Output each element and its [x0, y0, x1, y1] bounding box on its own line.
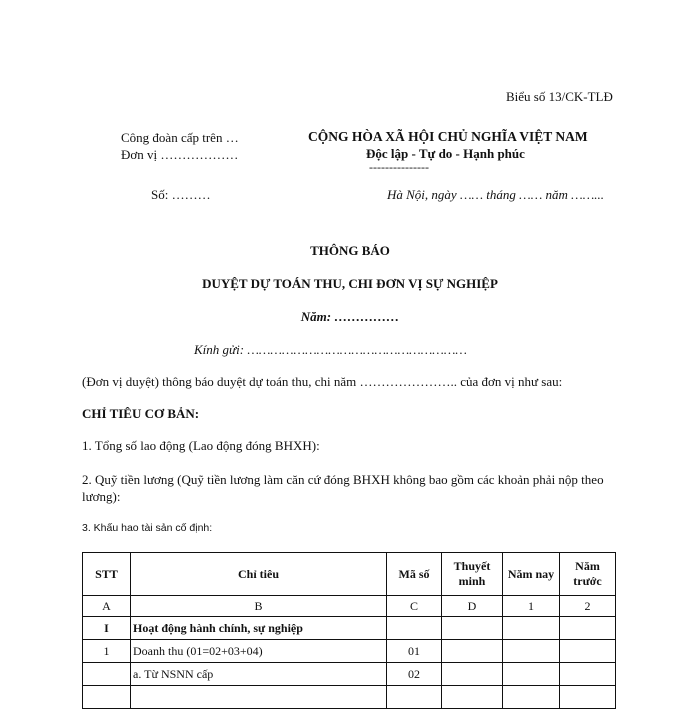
notice-subtitle: DUYỆT DỰ TOÁN THU, CHI ĐƠN VỊ SỰ NGHIỆP [202, 276, 498, 291]
cell-note [442, 686, 503, 709]
header-indicator: Chỉ tiêu [131, 553, 387, 596]
cell-note [442, 640, 503, 663]
header-this-year: Năm nay [503, 553, 560, 596]
cell-code [387, 617, 442, 640]
item-depreciation: 3. Khấu hao tài sản cố định: [82, 522, 213, 534]
document-number: Số: ……… [151, 187, 211, 202]
recipient-line: Kính gửi: ………………………………………………… [194, 342, 467, 357]
table-row [83, 617, 616, 640]
cell-note [442, 617, 503, 640]
cell-stt [83, 686, 131, 709]
cell-prev-year [560, 686, 616, 709]
cell-this-year [503, 640, 560, 663]
cell-code: 01 [387, 640, 442, 663]
table-row [83, 686, 616, 709]
cell-code: 02 [387, 663, 442, 686]
index-cell: 1 [503, 596, 560, 617]
index-cell: D [442, 596, 503, 617]
form-code: Biểu số 13/CK-TLĐ [506, 89, 613, 104]
superior-union-line: Công đoàn cấp trên … [121, 130, 239, 145]
header-note: Thuyết minh [442, 553, 503, 596]
notice-title: THÔNG BÁO [310, 243, 390, 258]
item-salary-fund: 2. Quỹ tiền lương (Quỹ tiền lương làm căn cứ đóng BHXH không bao gồm các khoản phải nộp theo lương): [82, 472, 604, 504]
item-labor-count: 1. Tổng số lao động (Lao động đóng BHXH): [82, 438, 320, 453]
cell-this-year [503, 617, 560, 640]
place-date: Hà Nội, ngày …… tháng …… năm ……... [387, 187, 605, 202]
cell-note [442, 663, 503, 686]
table-row [83, 640, 616, 663]
cell-indicator [131, 686, 387, 709]
index-cell: C [387, 596, 442, 617]
intro-paragraph: (Đơn vị duyệt) thông báo duyệt dự toán thu, chi năm ………………….. của đơn vị như sau: [82, 374, 563, 389]
cell-prev-year [560, 640, 616, 663]
country-name: CỘNG HÒA XÃ HỘI CHỦ NGHĨA VIỆT NAM [308, 129, 588, 144]
cell-indicator: a. Từ NSNN cấp [131, 663, 387, 686]
index-cell: 2 [560, 596, 616, 617]
cell-prev-year [560, 663, 616, 686]
index-cell: B [131, 596, 387, 617]
index-cell: A [83, 596, 131, 617]
section-heading: CHỈ TIÊU CƠ BẢN: [82, 406, 200, 421]
cell-this-year [503, 686, 560, 709]
motto-divider: --------------- [369, 160, 429, 174]
cell-stt: I [83, 617, 131, 640]
unit-line: Đơn vị ……………… [121, 147, 239, 162]
cell-indicator: Doanh thu (01=02+03+04) [131, 640, 387, 663]
national-motto: Độc lập - Tự do - Hạnh phúc [366, 146, 525, 161]
header-prev-year: Năm trước [560, 553, 616, 596]
cell-stt: 1 [83, 640, 131, 663]
cell-prev-year [560, 617, 616, 640]
header-code: Mã số [387, 553, 442, 596]
table-header-row [83, 553, 616, 596]
table-index-row [83, 596, 616, 617]
budget-table [82, 552, 616, 709]
header-stt: STT [83, 553, 131, 596]
cell-this-year [503, 663, 560, 686]
table-row [83, 663, 616, 686]
cell-stt [83, 663, 131, 686]
year-line: Năm: …………… [300, 309, 400, 324]
cell-code [387, 686, 442, 709]
cell-indicator: Hoạt động hành chính, sự nghiệp [131, 617, 387, 640]
